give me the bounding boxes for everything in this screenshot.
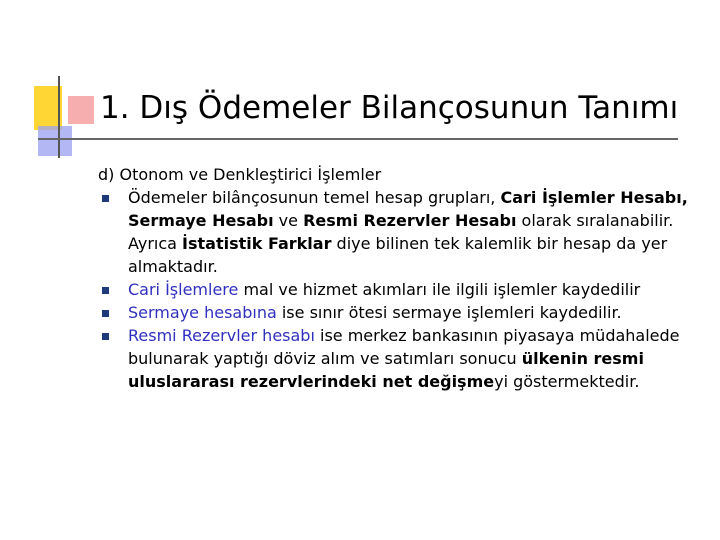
highlight-term: Sermaye hesabına xyxy=(128,303,277,322)
square-bullet-icon xyxy=(102,195,109,202)
square-bullet-icon xyxy=(102,310,109,317)
square-bullet-icon xyxy=(102,333,109,340)
decor-vertical-line xyxy=(58,76,60,158)
slide-title: 1. Dış Ödemeler Bilançosunun Tanımı xyxy=(100,90,679,126)
highlight-term: Cari İşlemlere xyxy=(128,280,239,299)
subheading: d) Otonom ve Denkleştirici İşlemler xyxy=(98,165,382,184)
bullet-item xyxy=(98,301,688,324)
bullet-text: olarak sıralanabilir. Ayrıca xyxy=(128,211,674,253)
bold-term: ülkenin resmi uluslararası rezervlerindeki net değişme xyxy=(128,349,644,391)
bullet-text: ise merkez bankasının piyasaya müdahalede bulunarak yaptığı döviz alım ve satımları sonucu xyxy=(128,326,680,368)
bullet-item xyxy=(98,186,688,278)
highlight-term: Resmi Rezervler hesabı xyxy=(128,326,315,345)
bullet-text: Ödemeler bilânçosunun temel hesap grupları, xyxy=(128,188,501,207)
decor-red-square xyxy=(68,96,94,124)
bullet-list xyxy=(98,186,688,393)
bold-term: Cari İşlemler Hesabı, Sermaye Hesabı xyxy=(128,188,688,230)
slide-body xyxy=(98,163,688,393)
bullet-text: yi göstermektedir. xyxy=(494,372,640,391)
bullet-text: mal ve hizmet akımları ile ilgili işlemler kaydedilir xyxy=(238,280,641,299)
bullet-text: ve xyxy=(273,211,304,230)
bullet-item xyxy=(98,278,688,301)
square-bullet-icon xyxy=(102,287,109,294)
bullet-item xyxy=(98,324,688,393)
bold-term: Resmi Rezervler Hesabı xyxy=(303,211,517,230)
bullet-text: ise sınır ötesi sermaye işlemleri kaydedilir. xyxy=(276,303,622,322)
decor-blue-square xyxy=(38,126,72,156)
bullet-text: diye bilinen tek kalemlik bir hesap da yer almaktadır. xyxy=(128,234,668,276)
bold-term: İstatistik Farklar xyxy=(182,234,332,253)
title-underline xyxy=(38,138,678,140)
